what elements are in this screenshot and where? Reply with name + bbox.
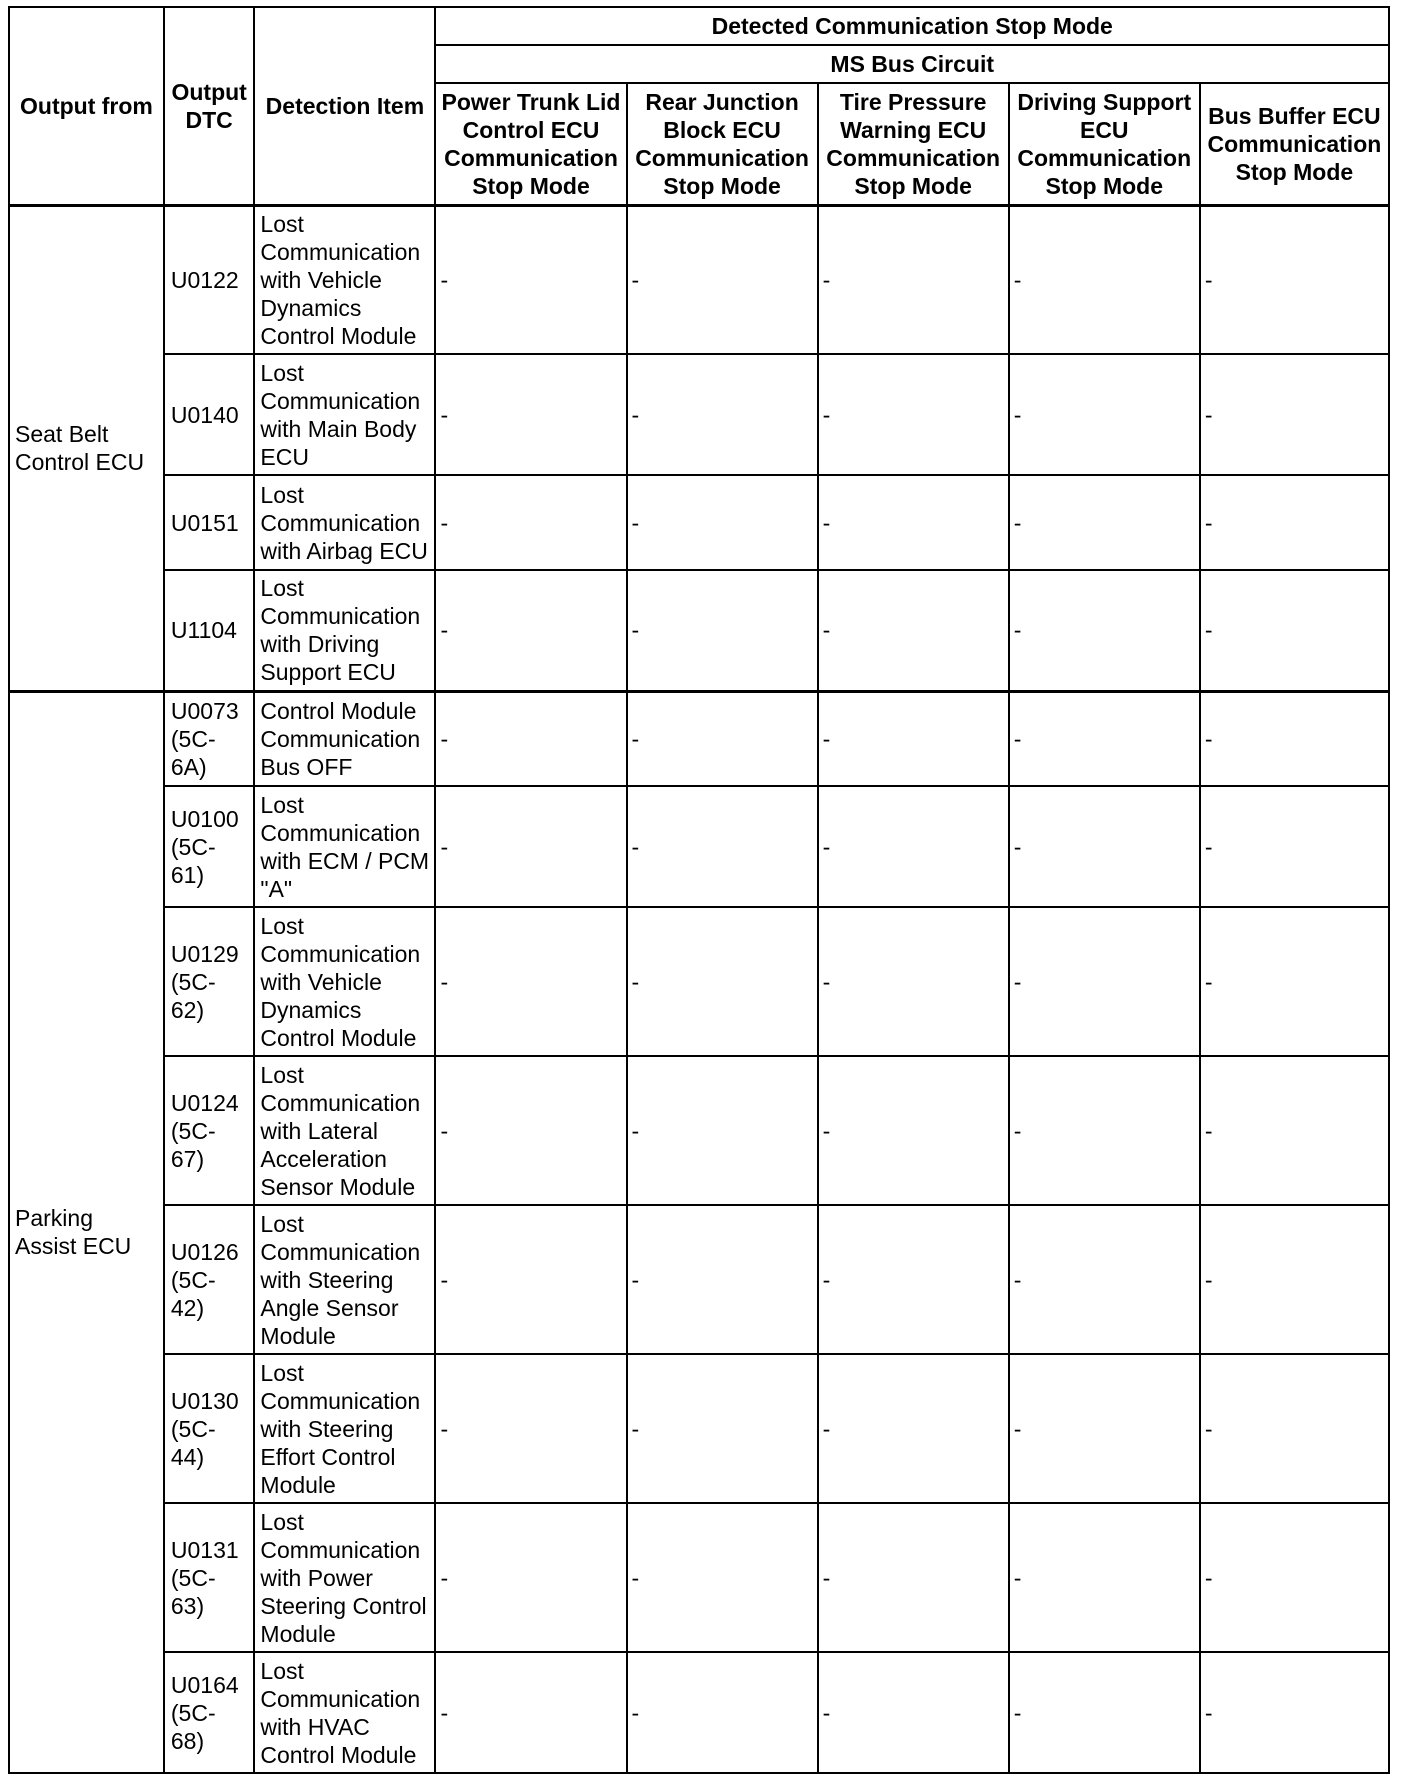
dtc-cell: U0124 (5C-67) <box>164 1056 255 1205</box>
mode-cell: - <box>1200 354 1389 475</box>
mode-cell: - <box>627 570 818 691</box>
dtc-cell: U0140 <box>164 354 255 475</box>
dtc-cell: U0100 (5C-61) <box>164 786 255 907</box>
mode-cell: - <box>1009 786 1200 907</box>
detection-item-cell: Lost Communication with Lateral Acceleration Sensor Module <box>254 1056 435 1205</box>
mode-cell: - <box>627 1503 818 1652</box>
table-row <box>9 907 1389 1056</box>
mode-cell: - <box>818 1503 1009 1652</box>
mode-cell: - <box>627 907 818 1056</box>
mode-cell: - <box>818 1056 1009 1205</box>
mode-cell: - <box>627 1354 818 1503</box>
mode-cell: - <box>435 1354 626 1503</box>
detection-item-cell: Lost Communication with Power Steering Control Module <box>254 1503 435 1652</box>
mode-cell: - <box>1009 475 1200 570</box>
mode-cell: - <box>627 475 818 570</box>
mode-cell: - <box>435 907 626 1056</box>
mode-cell: - <box>627 691 818 786</box>
mode-cell: - <box>818 1652 1009 1773</box>
dtc-cell: U0126 (5C-42) <box>164 1205 255 1354</box>
mode-cell: - <box>1009 1056 1200 1205</box>
table-row <box>9 205 1389 354</box>
mode-cell: - <box>1009 1652 1200 1773</box>
mode-cell: - <box>818 907 1009 1056</box>
detection-item-cell: Lost Communication with HVAC Control Module <box>254 1652 435 1773</box>
dtc-table <box>8 6 1390 1774</box>
detection-item-cell: Lost Communication with Vehicle Dynamics Control Module <box>254 907 435 1056</box>
detection-item-cell: Lost Communication with Airbag ECU <box>254 475 435 570</box>
mode-cell: - <box>1009 1205 1200 1354</box>
mode-cell: - <box>1200 786 1389 907</box>
mode-cell: - <box>627 354 818 475</box>
output-from-cell: Seat Belt Control ECU <box>9 205 164 691</box>
mode-cell: - <box>818 1354 1009 1503</box>
mode-cell: - <box>435 691 626 786</box>
mode-cell: - <box>627 1056 818 1205</box>
mode-cell: - <box>1200 1503 1389 1652</box>
mode-cell: - <box>435 1205 626 1354</box>
mode-cell: - <box>627 1652 818 1773</box>
detection-item-cell: Lost Communication with Vehicle Dynamics Control Module <box>254 205 435 354</box>
mode-cell: - <box>818 354 1009 475</box>
table-row <box>9 475 1389 570</box>
mode-cell: - <box>435 1652 626 1773</box>
mode-cell: - <box>1200 1056 1389 1205</box>
detection-item-cell: Lost Communication with Steering Effort Control Module <box>254 1354 435 1503</box>
mode-cell: - <box>1009 570 1200 691</box>
mode-cell: - <box>818 786 1009 907</box>
mode-cell: - <box>435 1503 626 1652</box>
header-output-from: Output from <box>9 7 164 205</box>
detection-item-cell: Lost Communication with Main Body ECU <box>254 354 435 475</box>
header-mode-bus-buffer: Bus Buffer ECU Communication Stop Mode <box>1200 83 1389 205</box>
mode-cell: - <box>1200 1205 1389 1354</box>
mode-cell: - <box>627 1205 818 1354</box>
mode-cell: - <box>1200 691 1389 786</box>
dtc-cell: U0122 <box>164 205 255 354</box>
mode-cell: - <box>1009 1503 1200 1652</box>
mode-cell: - <box>1200 1354 1389 1503</box>
mode-cell: - <box>435 1056 626 1205</box>
mode-cell: - <box>818 475 1009 570</box>
table-row <box>9 570 1389 691</box>
dtc-cell: U0151 <box>164 475 255 570</box>
mode-cell: - <box>435 570 626 691</box>
detection-item-cell: Lost Communication with Steering Angle Sensor Module <box>254 1205 435 1354</box>
table-row <box>9 1503 1389 1652</box>
detection-item-cell: Control Module Communication Bus OFF <box>254 691 435 786</box>
output-from-cell: Parking Assist ECU <box>9 691 164 1773</box>
mode-cell: - <box>435 205 626 354</box>
mode-cell: - <box>627 786 818 907</box>
mode-cell: - <box>1200 205 1389 354</box>
mode-cell: - <box>435 786 626 907</box>
header-output-dtc: Output DTC <box>164 7 255 205</box>
mode-cell: - <box>1009 354 1200 475</box>
table-row <box>9 1205 1389 1354</box>
mode-cell: - <box>627 205 818 354</box>
header-mode-rear-junction-block: Rear Junction Block ECU Communication Stop Mode <box>627 83 818 205</box>
mode-cell: - <box>818 570 1009 691</box>
header-detection-item: Detection Item <box>254 7 435 205</box>
table-row <box>9 786 1389 907</box>
table-header <box>9 7 1389 205</box>
mode-cell: - <box>818 691 1009 786</box>
mode-cell: - <box>1200 475 1389 570</box>
mode-cell: - <box>1200 570 1389 691</box>
header-bus-circuit: MS Bus Circuit <box>435 45 1389 83</box>
header-detected-mode: Detected Communication Stop Mode <box>435 7 1389 45</box>
dtc-cell: U1104 <box>164 570 255 691</box>
mode-cell: - <box>1200 1652 1389 1773</box>
mode-cell: - <box>435 475 626 570</box>
table-row <box>9 354 1389 475</box>
dtc-cell: U0164 (5C-68) <box>164 1652 255 1773</box>
mode-cell: - <box>818 1205 1009 1354</box>
mode-cell: - <box>1200 907 1389 1056</box>
header-mode-driving-support: Driving Support ECU Communication Stop Mode <box>1009 83 1200 205</box>
mode-cell: - <box>435 354 626 475</box>
dtc-cell: U0131 (5C-63) <box>164 1503 255 1652</box>
table-row <box>9 1354 1389 1503</box>
header-mode-power-trunk-lid: Power Trunk Lid Control ECU Communication Stop Mode <box>435 83 626 205</box>
mode-cell: - <box>818 205 1009 354</box>
table-body <box>9 205 1389 1773</box>
mode-cell: - <box>1009 691 1200 786</box>
header-mode-tire-pressure-warning: Tire Pressure Warning ECU Communication Stop Mode <box>818 83 1009 205</box>
dtc-cell: U0130 (5C-44) <box>164 1354 255 1503</box>
table-row <box>9 1652 1389 1773</box>
detection-item-cell: Lost Communication with ECM / PCM "A" <box>254 786 435 907</box>
table-row <box>9 691 1389 786</box>
mode-cell: - <box>1009 1354 1200 1503</box>
dtc-cell: U0073 (5C-6A) <box>164 691 255 786</box>
detection-item-cell: Lost Communication with Driving Support ECU <box>254 570 435 691</box>
table-row <box>9 1056 1389 1205</box>
mode-cell: - <box>1009 907 1200 1056</box>
mode-cell: - <box>1009 205 1200 354</box>
dtc-cell: U0129 (5C-62) <box>164 907 255 1056</box>
